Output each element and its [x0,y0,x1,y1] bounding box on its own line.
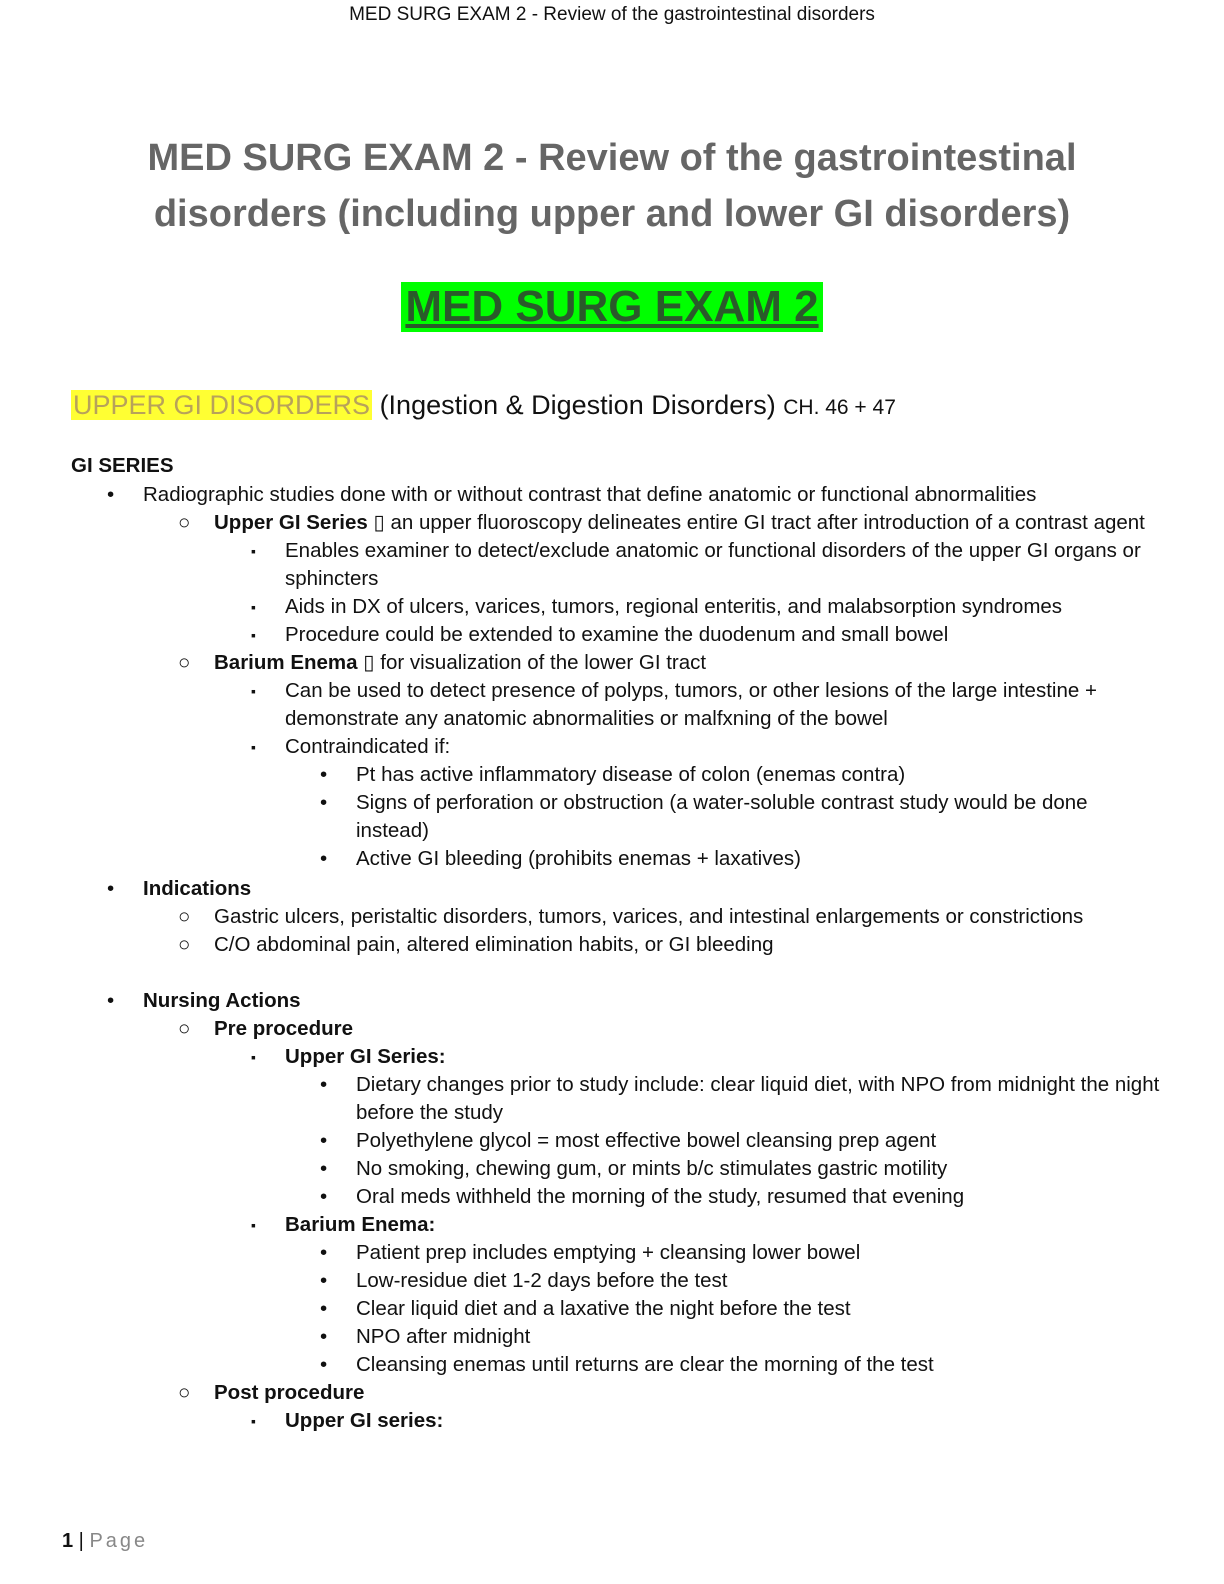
list-item [143,1379,1161,1435]
list-item [214,621,1161,649]
list-item [285,761,1161,789]
bullet-icon: • [320,1073,328,1096]
barium-enema-text: for visualization of the lower GI tract [374,651,707,674]
list-item [214,733,1161,873]
list-item [143,931,1161,959]
document-body [71,452,1161,1435]
bullet-icon: • [320,1185,328,1208]
contraindication-item: Active GI bleeding (prohibits enemas + laxatives) [356,847,801,870]
tick-bullet-icon: ▪ [251,683,256,699]
list-item [214,1211,1161,1379]
upper-gi-label: Upper GI Series [214,511,368,534]
bullet-icon: • [107,989,115,1012]
bullet-icon: • [320,1297,328,1320]
bullet-icon: • [320,1241,328,1264]
page-number: 1 [62,1530,74,1552]
gi-series-intro: Radiographic studies done with or without contrast that define anatomic or functional abnormalities [143,483,1037,506]
pre-upper-gi-item: Oral meds withheld the morning of the study, resumed that evening [356,1185,965,1208]
pre-barium-item: Clear liquid diet and a laxative the night before the test [356,1297,851,1320]
list-item [143,649,1161,873]
bullet-icon: • [320,1129,328,1152]
list-item [285,1127,1161,1155]
upper-gi-item: Aids in DX of ulcers, varices, tumors, regional enteritis, and malabsorption syndromes [285,595,1063,618]
circle-bullet-icon: ○ [178,1381,191,1404]
barium-enema-item: Can be used to detect presence of polyps, tumors, or other lesions of the large intestine + demonstrate any anatomic abnormalities or malfxning of the bowel [285,679,1097,730]
pre-barium-item: Low-residue diet 1-2 days before the test [356,1269,728,1292]
exam-banner: MED SURG EXAM 2 [401,282,822,332]
running-header: MED SURG EXAM 2 - Review of the gastrointestinal disorders [349,4,875,25]
list-item [285,1071,1161,1127]
tick-bullet-icon: ▪ [251,599,256,615]
bullet-icon: • [320,1269,328,1292]
post-procedure-label: Post procedure [214,1381,365,1404]
section-heading [71,385,896,428]
nursing-actions-label: Nursing Actions [143,989,301,1012]
pre-upper-gi-label: Upper GI Series: [285,1045,446,1068]
pre-procedure-list [214,1043,1161,1379]
bullet-icon: • [320,791,328,814]
circle-bullet-icon: ○ [178,905,191,928]
bullet-icon: • [320,1157,328,1180]
list-item [71,987,1161,1435]
footer-separator: | [73,1530,90,1552]
list-item [285,1155,1161,1183]
pre-barium-enema-label: Barium Enema: [285,1213,436,1236]
contraindication-item: Signs of perforation or obstruction (a water-soluble contrast study would be done instead) [356,791,1088,842]
contraindication-item: Pt has active inflammatory disease of colon (enemas contra) [356,763,906,786]
section-heading-chapter: CH. 46 + 47 [783,396,896,419]
gi-series-heading: GI SERIES [71,454,174,477]
page-label: Page [89,1530,149,1552]
list-item [143,903,1161,931]
list-item [285,1351,1161,1379]
bullet-icon: • [320,763,328,786]
list-item [285,1267,1161,1295]
circle-bullet-icon: ○ [178,1017,191,1040]
arrow-placeholder-icon: ▯ [363,651,375,674]
bullet-icon: • [320,847,328,870]
section-heading-subtitle: (Ingestion & Digestion Disorders) [372,390,784,420]
post-upper-gi-label: Upper GI series: [285,1409,444,1432]
indication-item: Gastric ulcers, peristaltic disorders, tumors, varices, and intestinal enlargements or constrictions [214,905,1084,928]
tick-bullet-icon: ▪ [251,739,256,755]
circle-bullet-icon: ○ [178,511,191,534]
tick-bullet-icon: ▪ [251,1049,256,1065]
tick-bullet-icon: ▪ [251,1217,256,1233]
list-item [285,1323,1161,1351]
document-title [80,130,1144,242]
pre-barium-item: Cleansing enemas until returns are clear the morning of the test [356,1353,934,1376]
nursing-actions-list [71,987,1161,1435]
list-item [143,509,1161,649]
list-item [214,537,1161,593]
gi-series-sublist [143,509,1161,873]
barium-enema-items [214,677,1161,873]
list-item [285,845,1161,873]
document-title-line-1: MED SURG EXAM 2 - Review of the gastrointestinal [147,137,1077,179]
contraindicated-label: Contraindicated if: [285,735,451,758]
bullet-icon: • [107,877,115,900]
pre-upper-gi-item: Polyethylene glycol = most effective bowel cleansing prep agent [356,1129,937,1152]
barium-enema-label: Barium Enema [214,651,358,674]
indications-label: Indications [143,877,252,900]
list-item [71,875,1161,959]
tick-bullet-icon: ▪ [251,543,256,559]
upper-gi-text: an upper fluoroscopy delineates entire GI tract after introduction of a contrast agent [384,511,1145,534]
circle-bullet-icon: ○ [178,933,191,956]
list-item [143,1015,1161,1379]
arrow-placeholder-icon: ▯ [373,511,385,534]
pre-barium-item: NPO after midnight [356,1325,531,1348]
page-footer [62,1530,148,1553]
nursing-actions-sublist [143,1015,1161,1435]
tick-bullet-icon: ▪ [251,1413,256,1429]
tick-bullet-icon: ▪ [251,627,256,643]
document-title-line-2: disorders (including upper and lower GI disorders) [153,193,1071,235]
post-procedure-list [214,1407,1161,1435]
list-item [285,1295,1161,1323]
upper-gi-item: Enables examiner to detect/exclude anatomic or functional disorders of the upper GI organs or sphincters [285,539,1141,590]
list-item [214,593,1161,621]
list-item [285,789,1161,845]
bullet-icon: • [320,1325,328,1348]
indication-item: C/O abdominal pain, altered elimination habits, or GI bleeding [214,933,774,956]
circle-bullet-icon: ○ [178,651,191,674]
bullet-icon: • [320,1353,328,1376]
pre-procedure-label: Pre procedure [214,1017,353,1040]
pre-upper-gi-list [285,1071,1161,1211]
exam-banner-container [0,282,1224,332]
list-item [285,1183,1161,1211]
pre-barium-item: Patient prep includes emptying + cleansing lower bowel [356,1241,861,1264]
pre-barium-enema-list [285,1239,1161,1379]
list-item [71,481,1161,873]
pre-upper-gi-item: Dietary changes prior to study include: clear liquid diet, with NPO from midnight the night before the study [356,1073,1160,1124]
list-item [214,677,1161,733]
contraindication-list [285,761,1161,873]
upper-gi-items [214,537,1161,649]
list-item [214,1407,1161,1435]
gi-series-list [71,481,1161,959]
indications-list [143,903,1161,959]
section-heading-highlight: UPPER GI DISORDERS [73,390,371,420]
upper-gi-item: Procedure could be extended to examine the duodenum and small bowel [285,623,949,646]
list-item [285,1239,1161,1267]
pre-upper-gi-item: No smoking, chewing gum, or mints b/c stimulates gastric motility [356,1157,948,1180]
list-item [214,1043,1161,1211]
bullet-icon: • [107,483,115,506]
